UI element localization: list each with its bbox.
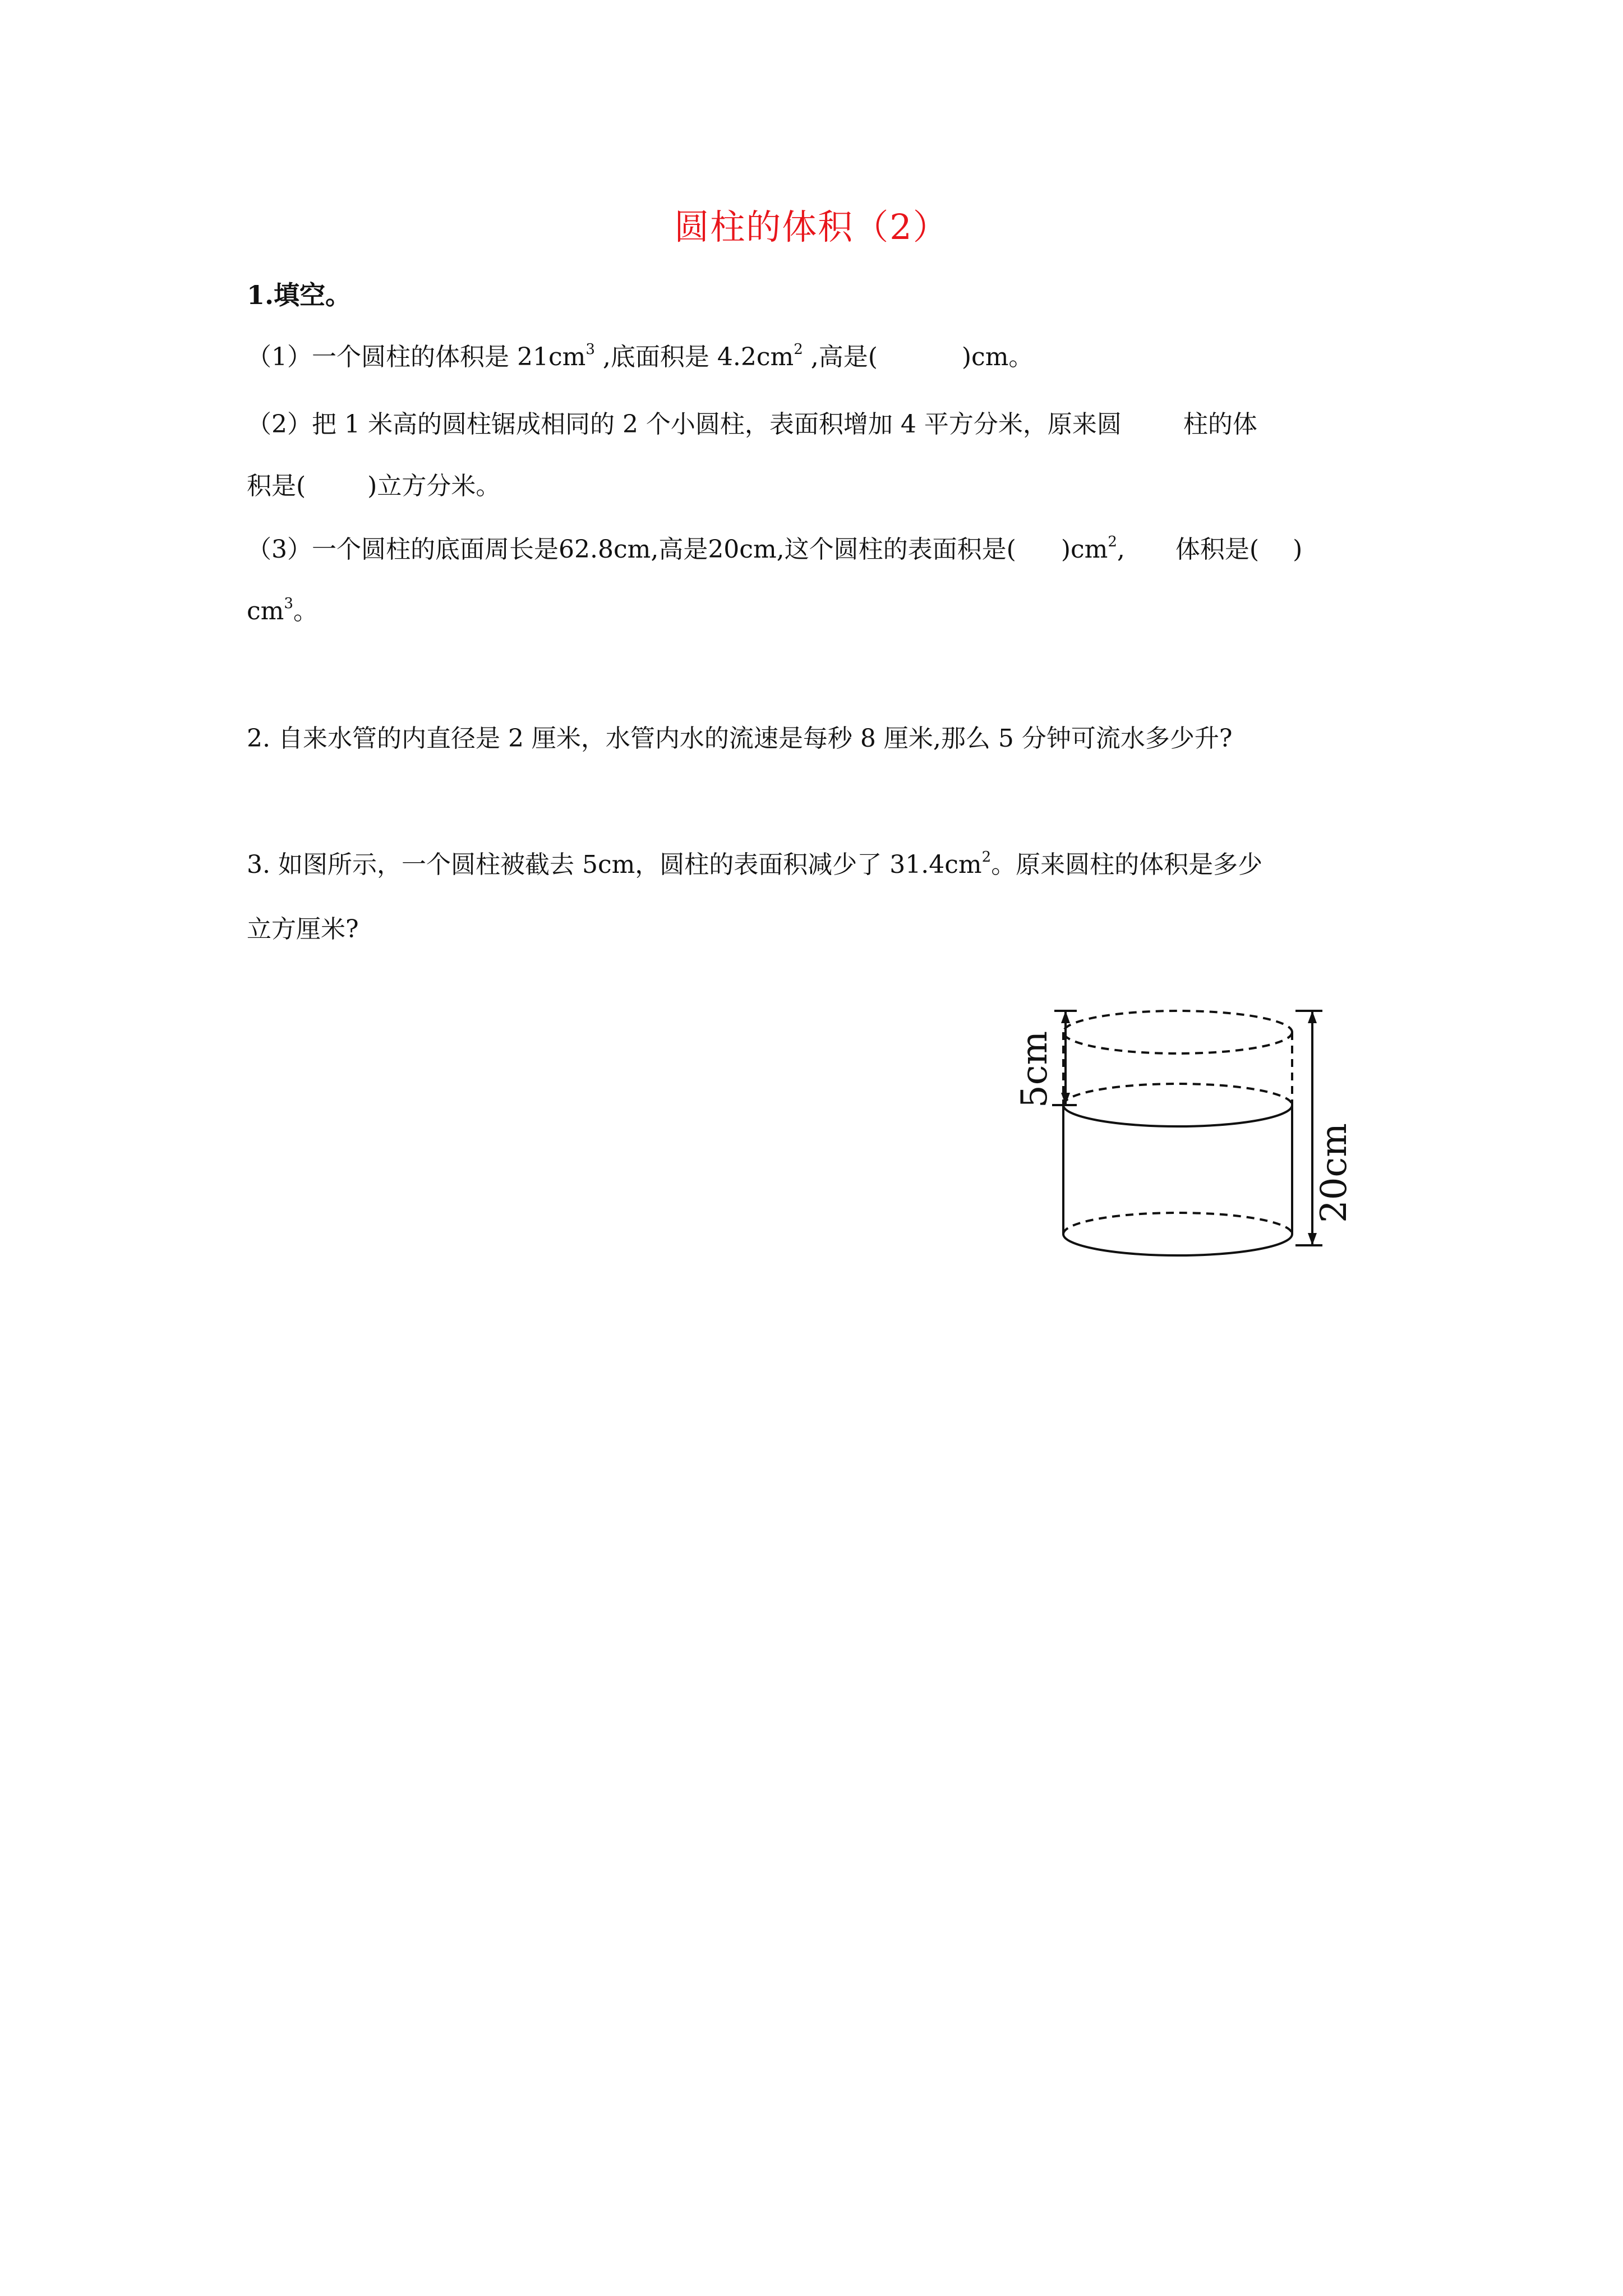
q3-text-a: （3）一个圆柱的底面周长是62.8cm,高是20cm,这个圆柱的表面积是(	[247, 535, 1016, 564]
question-3-text-b: 。原来圆柱的体积是多少	[991, 850, 1263, 879]
q3-sup-2: 3	[284, 595, 293, 612]
section-heading: 1.填空。	[247, 280, 352, 310]
question-3-line-2: 立方厘米?	[247, 915, 359, 944]
q2-text-a: （2）把 1 米高的圆柱锯成相同的 2 个小圆柱，表面积增加 4 平方分米，原来圆	[247, 410, 1122, 439]
fill-blank-question-2-line-1	[247, 412, 1257, 437]
q3-text-c: ,	[1117, 535, 1125, 564]
bottom-front	[1063, 1234, 1292, 1255]
fill-blank-question-3-line-2	[247, 595, 318, 625]
q1-text-d: )cm。	[961, 343, 1034, 371]
q3-text-e: )	[1293, 535, 1303, 564]
bottom-back	[1063, 1213, 1292, 1234]
q2-text-c: 积是(	[247, 472, 306, 500]
q1-sup-1: 3	[585, 341, 595, 358]
question-2: 2. 自来水管的内直径是 2 厘米，水管内水的流速是每秒 8 厘米,那么 5 分钟可流水多少升?	[247, 724, 1233, 753]
remaining-top-back	[1063, 1084, 1292, 1105]
q3-text-d: 体积是(	[1175, 535, 1260, 564]
question-3-sup: 2	[981, 849, 992, 866]
q3-text-b: )cm	[1061, 535, 1108, 564]
q3-text-g: 。	[293, 597, 318, 625]
cylinder-diagram	[1014, 999, 1469, 1279]
remaining-top-front	[1063, 1105, 1292, 1126]
fill-blank-question-2-line-2	[247, 474, 500, 499]
question-3-line-1	[247, 849, 1263, 879]
fill-blank-question-3-line-1	[247, 533, 1303, 564]
fill-blank-question-1	[247, 341, 1034, 371]
page-title: 圆柱的体积（2）	[674, 206, 949, 247]
q1-text-a: （1）一个圆柱的体积是 21cm	[247, 343, 586, 371]
total-height-label: 20cm	[1313, 1123, 1355, 1223]
question-3-text-a: 3. 如图所示，一个圆柱被截去 5cm，圆柱的表面积减少了 31.4cm	[247, 850, 982, 879]
cylinder-figure	[1014, 999, 1469, 1279]
cut-height-label: 5cm	[1014, 1030, 1055, 1108]
q3-sup-1: 2	[1108, 533, 1117, 550]
q1-sup-2: 2	[794, 341, 803, 358]
q1-text-c: ,高是(	[803, 343, 878, 371]
q1-text-b: ,底面积是 4.2cm	[594, 343, 794, 371]
q3-text-f: cm	[247, 597, 284, 625]
q2-text-d: )立方分米。	[367, 472, 501, 500]
q2-text-b: 柱的体	[1183, 410, 1257, 439]
cut-top-ellipse	[1063, 1011, 1292, 1053]
cut-height-dimension	[1052, 1011, 1077, 1105]
